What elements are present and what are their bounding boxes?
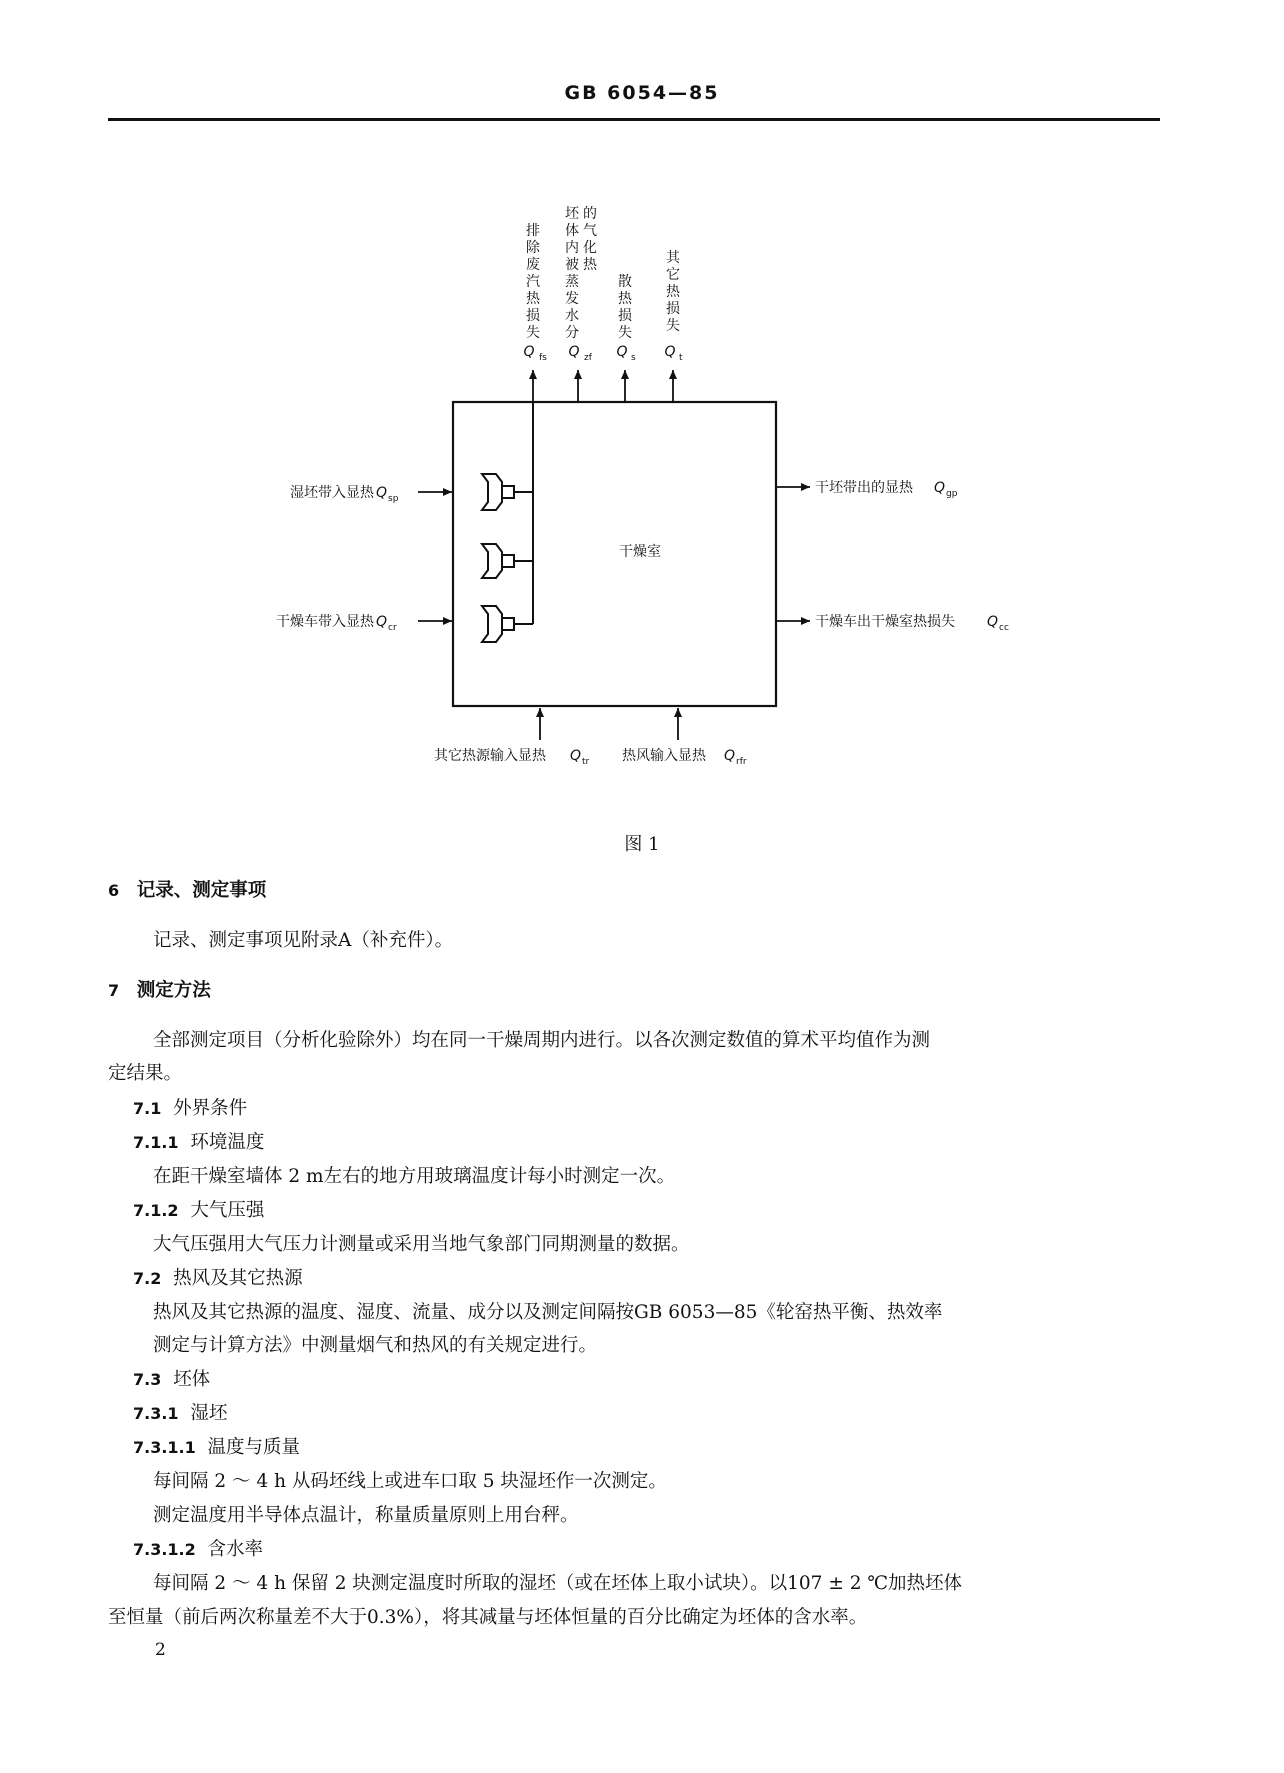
section-7-2-text-line2: 测定与计算方法》中测量烟气和热风的有关规定进行。 (153, 1335, 598, 1356)
svg-text:水: 水 (565, 308, 579, 324)
section-7-3-1-1-heading: 7.3.1.1 温度与质量 (133, 1437, 301, 1458)
fan-icon-3 (482, 606, 533, 642)
svg-text:rfr: rfr (736, 757, 747, 767)
svg-text:除: 除 (526, 240, 540, 256)
section-6-heading: 6 记录、测定事项 (108, 880, 267, 901)
section-7-3-1-1-text-line2: 测定温度用半导体点温计，称量质量原则上用台秤。 (153, 1505, 579, 1526)
figure-caption: 图 1 (624, 834, 660, 855)
svg-text:s: s (631, 353, 636, 363)
svg-text:蒸: 蒸 (565, 274, 579, 290)
top-label-evaporation (565, 206, 598, 363)
svg-text:化: 化 (583, 240, 597, 256)
svg-text:发: 发 (565, 291, 579, 307)
section-7-1-2-heading: 7.1.2 大气压强 (133, 1200, 265, 1221)
fan-icon-1 (482, 474, 533, 510)
svg-text:损: 损 (526, 308, 540, 324)
label-dryer-car-in: 干燥车带入显热 (276, 614, 374, 630)
svg-text:被: 被 (565, 257, 579, 273)
svg-text:热: 热 (526, 291, 540, 307)
svg-text:热: 热 (583, 257, 597, 273)
section-7-1-heading: 7.1 外界条件 (133, 1098, 248, 1119)
svg-text:气: 气 (583, 223, 597, 239)
top-label-exhaust (523, 222, 547, 363)
section-7-3-1-2-heading: 7.3.1.2 含水率 (133, 1539, 264, 1560)
svg-text:内: 内 (565, 240, 579, 256)
section-7-3-1-heading: 7.3.1 湿坯 (133, 1403, 228, 1424)
svg-text:t: t (679, 353, 683, 363)
svg-text:体: 体 (565, 223, 579, 239)
section-7-3-1-1-text-line1: 每间隔 2 ～ 4 h 从码坯线上或进车口取 5 块湿坯作一次测定。 (153, 1471, 667, 1492)
label-hot-air: 热风输入显热 (622, 748, 706, 764)
svg-text:Q: Q (724, 748, 736, 764)
svg-text:失: 失 (526, 325, 540, 341)
svg-text:cc: cc (999, 623, 1009, 633)
svg-text:sp: sp (388, 494, 399, 504)
heat-balance-diagram (0, 0, 1284, 820)
svg-text:散: 散 (618, 274, 632, 290)
section-7-3-heading: 7.3 坯体 (133, 1369, 211, 1390)
section-7-1-1-text: 在距干燥室墙体 2 m左右的地方用玻璃温度计每小时测定一次。 (153, 1166, 676, 1187)
section-7-3-1-2-text-line2: 至恒量（前后两次称量差不大于0.3%），将其减量与坯体恒量的百分比确定为坯体的含水率。 (108, 1607, 868, 1628)
svg-text:Q: Q (664, 344, 676, 360)
svg-text:排: 排 (526, 223, 540, 239)
svg-text:热: 热 (666, 284, 680, 300)
svg-text:损: 损 (618, 308, 632, 324)
section-7-3-1-2-text-line1: 每间隔 2 ～ 4 h 保留 2 块测定温度时所取的湿坯（或在坯体上取小试块）。以107 ± 2 ℃加热坯体 (153, 1573, 963, 1594)
svg-text:分: 分 (565, 325, 579, 341)
svg-text:坯: 坯 (565, 206, 579, 222)
svg-text:Q: Q (570, 748, 582, 764)
svg-text:gp: gp (946, 489, 958, 499)
svg-text:Q: Q (523, 344, 535, 360)
svg-text:的: 的 (583, 206, 597, 222)
page-number: 2 (155, 1640, 166, 1660)
svg-text:废: 废 (526, 257, 540, 273)
label-dryer-car-out: 干燥车出干燥室热损失 (815, 614, 955, 630)
section-7-heading: 7 测定方法 (108, 980, 211, 1001)
svg-text:失: 失 (618, 325, 632, 341)
section-7-1-2-text: 大气压强用大气压力计测量或采用当地气象部门同期测量的数据。 (153, 1234, 690, 1255)
svg-text:cr: cr (388, 623, 397, 633)
section-6-text: 记录、测定事项见附录A（补充件）。 (153, 930, 454, 951)
label-wet-blank: 湿坯带入显热 (290, 485, 374, 501)
svg-text:Q: Q (376, 485, 388, 501)
fan-icon-2 (482, 544, 533, 578)
section-7-2-heading: 7.2 热风及其它热源 (133, 1268, 303, 1289)
section-7-para-line1: 全部测定项目（分析化验除外）均在同一干燥周期内进行。以各次测定数值的算术平均值作为测 (153, 1030, 931, 1051)
svg-text:热: 热 (618, 291, 632, 307)
svg-text:损: 损 (666, 301, 680, 317)
page-header: GB 6054—85 (564, 82, 720, 104)
svg-text:zf: zf (584, 353, 592, 363)
svg-text:Q: Q (934, 480, 946, 496)
svg-text:Q: Q (568, 344, 580, 360)
svg-text:它: 它 (666, 267, 680, 283)
svg-text:Q: Q (616, 344, 628, 360)
label-dry-blank: 干坯带出的显热 (815, 480, 913, 496)
section-7-2-text-line1: 热风及其它热源的温度、湿度、流量、成分以及测定间隔按GB 6053—85《轮窑热平衡、热效率 (153, 1302, 943, 1323)
svg-text:汽: 汽 (526, 274, 540, 290)
chamber-label: 干燥室 (619, 544, 661, 560)
label-other-heat: 其它热源输入显热 (434, 748, 546, 764)
section-7-para-line2: 定结果。 (108, 1063, 183, 1084)
top-label-other-loss (664, 250, 683, 363)
top-label-dissipation (616, 273, 636, 363)
section-7-1-1-heading: 7.1.1 环境温度 (133, 1132, 265, 1153)
svg-text:Q: Q (376, 614, 388, 630)
svg-text:tr: tr (582, 757, 590, 767)
svg-text:fs: fs (539, 353, 547, 363)
svg-text:失: 失 (666, 318, 680, 334)
svg-text:Q: Q (987, 614, 999, 630)
svg-text:其: 其 (666, 250, 680, 266)
